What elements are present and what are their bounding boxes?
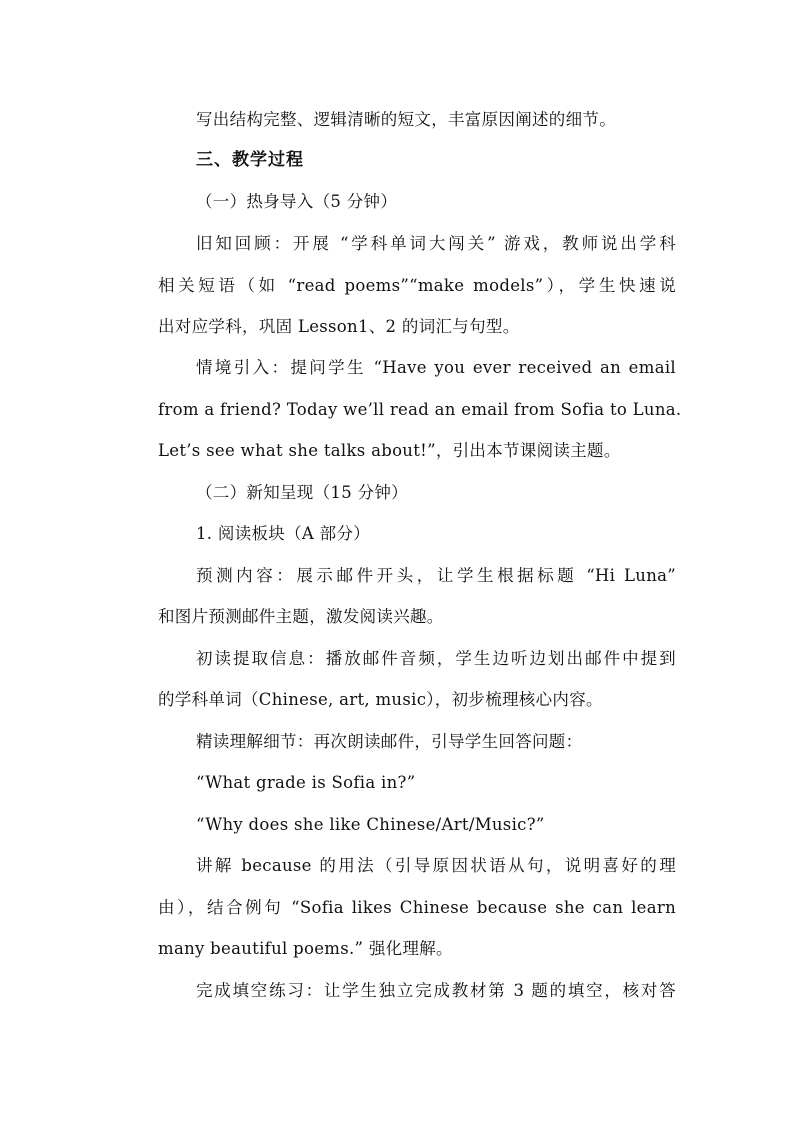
paragraph-line: Let’s see what she talks about!”，引出本节课阅读主题。: [158, 441, 621, 460]
paragraph-line: 精读理解细节：再次朗读邮件，引导学生回答问题：: [196, 732, 583, 751]
question-line: “Why does she like Chinese/Art/Music?”: [196, 815, 545, 834]
paragraph-line: 讲解 because 的用法（引导原因状语从句，说明喜好的理: [196, 856, 676, 875]
paragraph-line: many beautiful poems.” 强化理解。: [158, 939, 453, 958]
paragraph-line: 完成填空练习：让学生独立完成教材第 3 题的填空，核对答: [196, 981, 676, 1000]
question-line: “What grade is Sofia in?”: [196, 773, 416, 792]
paragraph-line: 和图片预测邮件主题，激发阅读兴趣。: [158, 607, 444, 626]
subsection-heading: （二）新知呈现（15 分钟）: [196, 483, 408, 502]
paragraph-line: 预测内容：展示邮件开头，让学生根据标题 “Hi Luna”: [196, 566, 676, 585]
paragraph-line: from a friend? Today we’ll read an email from Sofia to Luna.: [158, 400, 682, 419]
paragraph-line: 出对应学科，巩固 Lesson1、2 的词汇与句型。: [158, 317, 520, 336]
subsection-heading: （一）热身导入（5 分钟）: [196, 192, 398, 211]
paragraph-line: 写出结构完整、逻辑清晰的短文，丰富原因阐述的细节。: [196, 110, 616, 129]
paragraph-line: 由），结合例句 “Sofia likes Chinese because she can learn: [158, 898, 676, 917]
section-heading: 三、教学过程: [196, 150, 304, 170]
paragraph-line: 情境引入：提问学生 “Have you ever received an email: [196, 358, 676, 377]
subsection-heading: 1. 阅读板块（A 部分）: [196, 524, 371, 543]
paragraph-line: 的学科单词（Chinese, art, music），初步梳理核心内容。: [158, 690, 603, 709]
paragraph-line: 旧知回顾：开展 “学科单词大闯关” 游戏，教师说出学科: [196, 234, 676, 253]
paragraph-line: 初读提取信息：播放邮件音频，学生边听边划出邮件中提到: [196, 649, 676, 668]
paragraph-line: 相关短语（如 “read poems”“make models”），学生快速说: [158, 276, 676, 295]
